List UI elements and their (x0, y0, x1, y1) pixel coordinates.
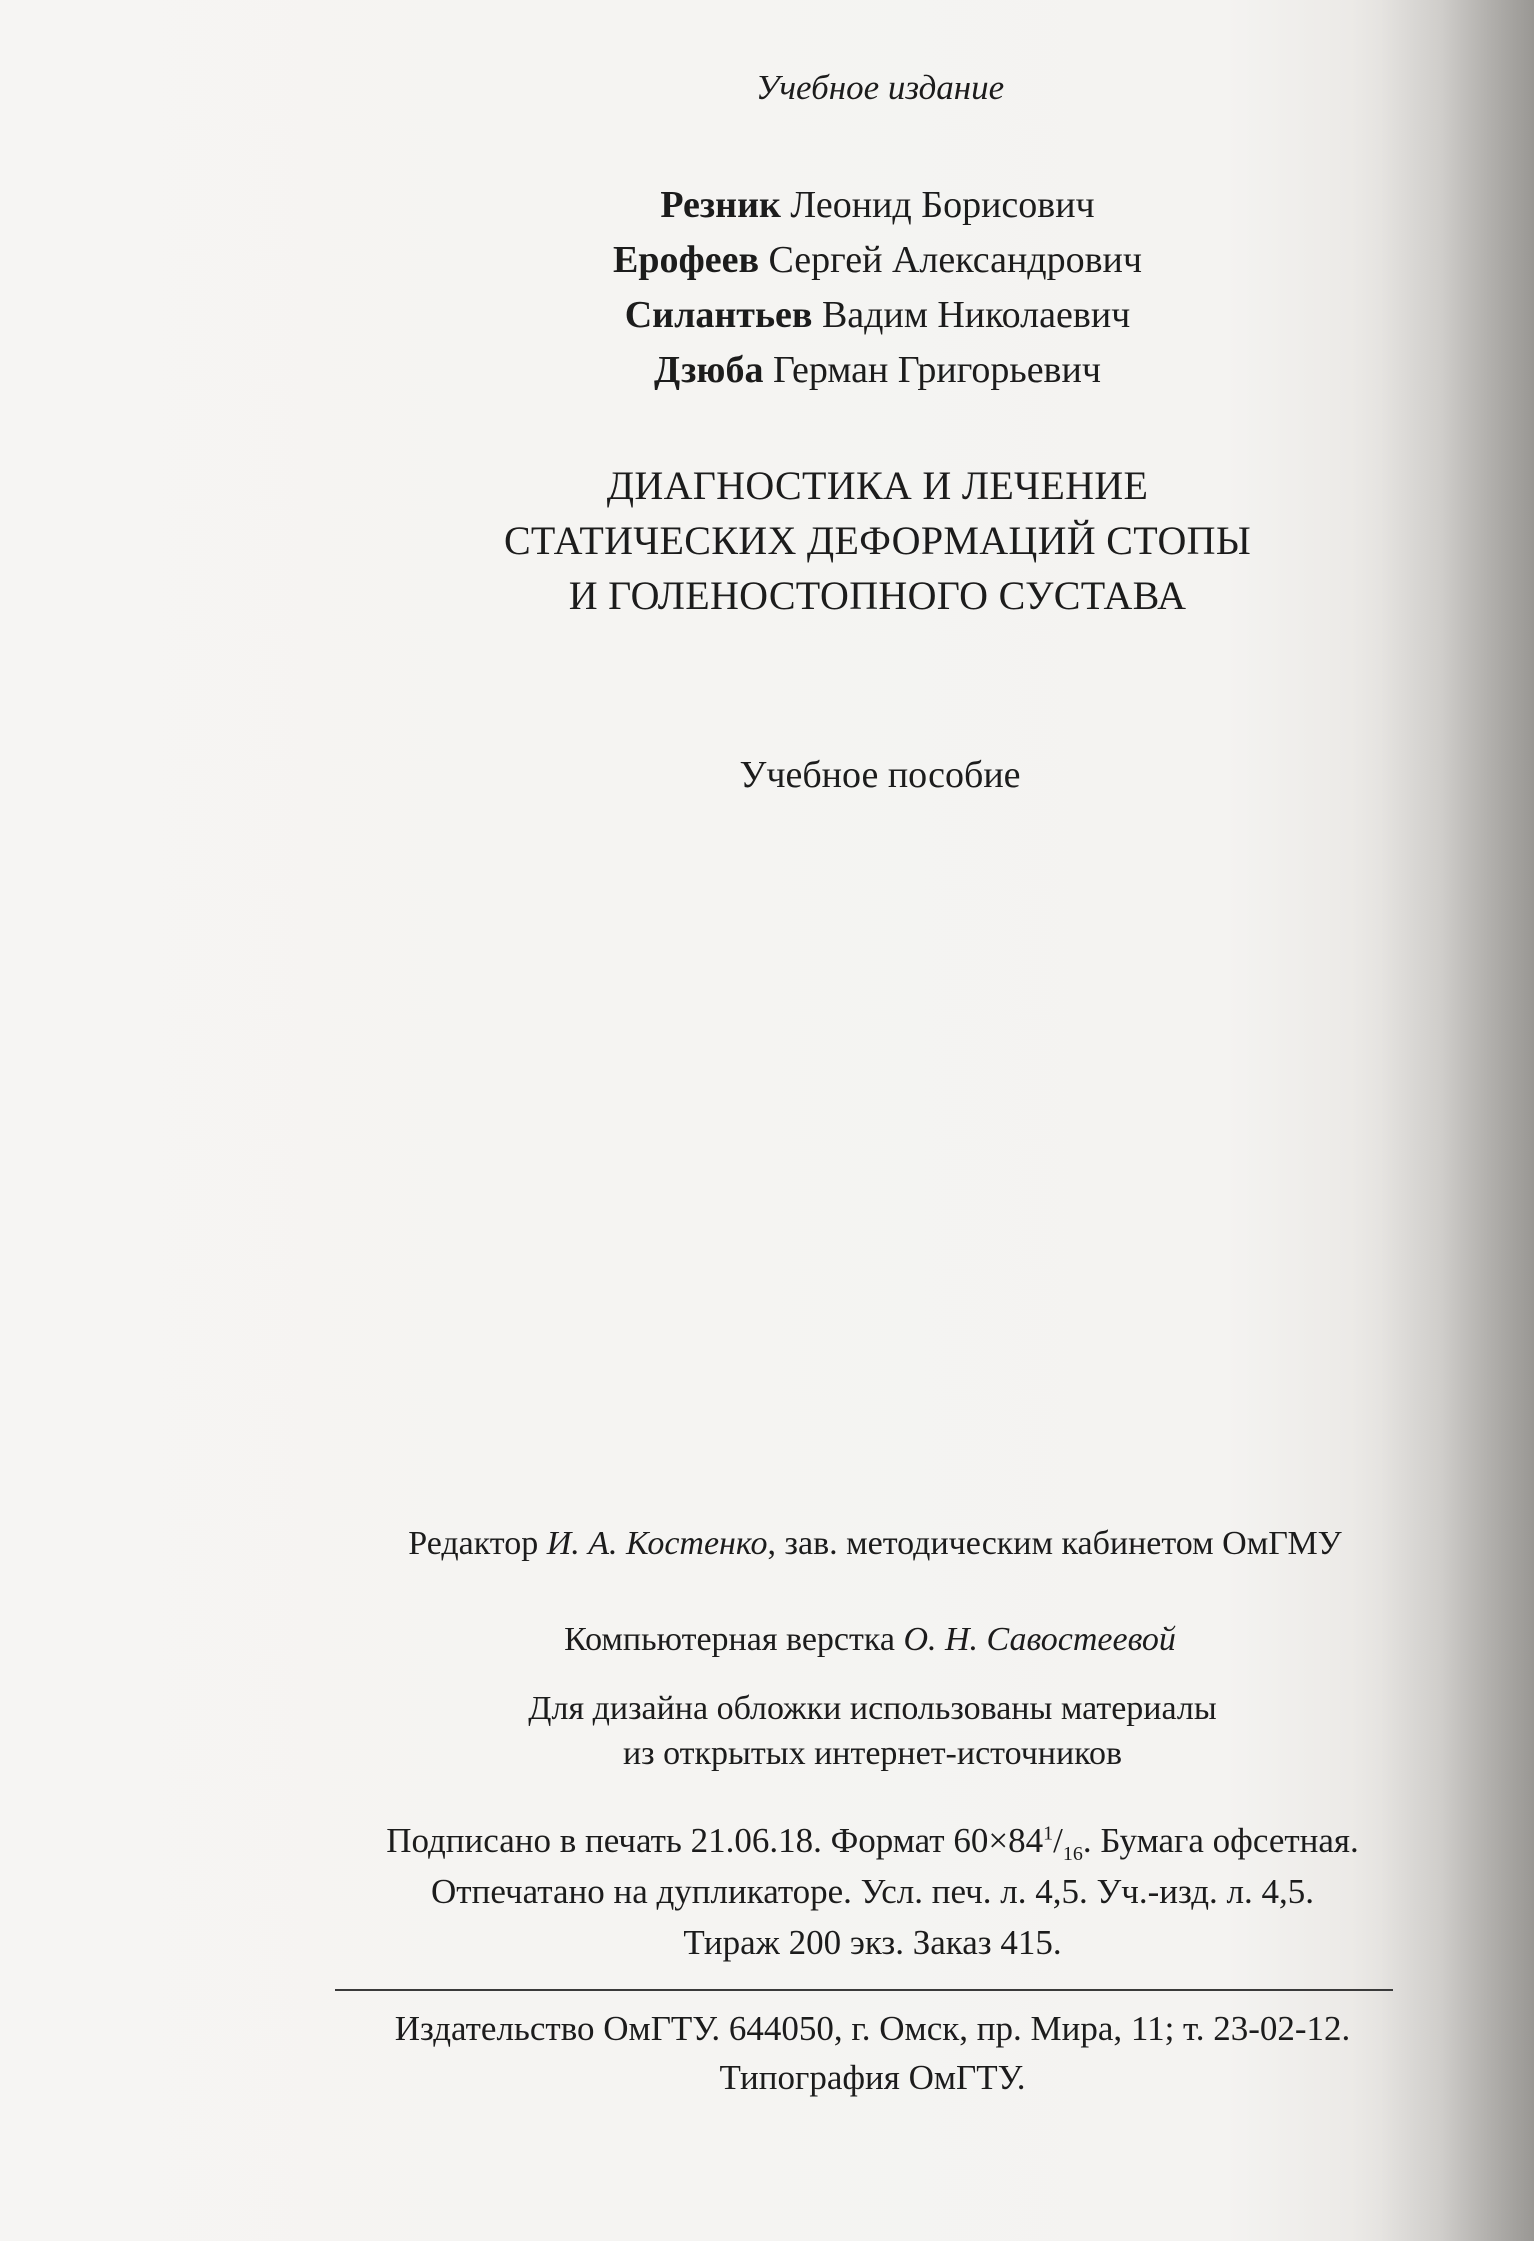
author-line (430, 178, 1325, 233)
title-line: И ГОЛЕНОСТОПНОГО СУСТАВА (568, 573, 1187, 618)
author-given-names: Герман Григорьевич (763, 349, 1101, 391)
title-line: СТАТИЧЕСКИХ ДЕФОРМАЦИЙ СТОПЫ (503, 518, 1252, 563)
layout-credit (470, 1621, 1270, 1659)
format-fraction-denominator: 16 (1062, 1843, 1083, 1865)
edition-label: Учебное издание (755, 68, 1005, 107)
publication-type: Учебное пособие (739, 754, 1021, 796)
author-line (430, 233, 1325, 288)
publisher-line: Типография ОмГТУ. (719, 2058, 1026, 2097)
publisher-info (300, 2004, 1445, 2102)
editor-name: И. А. Костенко (546, 1525, 768, 1562)
print-info-line (300, 1815, 1445, 1866)
book-title (430, 458, 1325, 623)
format-fraction-separator: / (1053, 1821, 1063, 1860)
layout-name: О. Н. Савостеевой (903, 1621, 1176, 1658)
divider-rule (335, 1989, 1393, 1991)
print-info-line: Отпечатано на дупликаторе. Усл. печ. л. 4,5. Уч.-изд. л. 4,5. (431, 1872, 1314, 1911)
print-info-line: Тираж 200 экз. Заказ 415. (683, 1923, 1062, 1962)
editor-prefix: Редактор (408, 1525, 547, 1562)
author-surname: Дзюба (654, 349, 764, 391)
author-line (430, 288, 1325, 343)
cover-note-line: из открытых интернет-источников (622, 1735, 1123, 1772)
layout-prefix: Компьютерная верстка (564, 1621, 904, 1658)
authors-list (430, 178, 1325, 398)
format-fraction-numerator: 1 (1043, 1822, 1054, 1845)
cover-note-line: Для дизайна обложки использованы материалы (528, 1690, 1217, 1727)
publisher-line: Издательство ОмГТУ. 644050, г. Омск, пр. Мира, 11; т. 23-02-12. (394, 2009, 1351, 2048)
author-surname: Силантьев (624, 294, 813, 336)
author-line (430, 343, 1325, 398)
editor-credit (310, 1525, 1440, 1563)
editor-suffix: , зав. методическим кабинетом ОмГМУ (767, 1525, 1342, 1562)
author-surname: Резник (660, 184, 781, 226)
author-given-names: Сергей Александрович (759, 239, 1143, 281)
author-given-names: Леонид Борисович (780, 184, 1095, 226)
paper-type-text: . Бумага офсетная. (1082, 1821, 1359, 1860)
print-info (300, 1815, 1445, 1968)
print-format-text: Подписано в печать 21.06.18. Формат 60×84 (386, 1821, 1044, 1860)
cover-note (420, 1686, 1325, 1776)
title-line: ДИАГНОСТИКА И ЛЕЧЕНИЕ (606, 463, 1149, 508)
author-given-names: Вадим Николаевич (812, 294, 1131, 336)
author-surname: Ерофеев (612, 239, 759, 281)
